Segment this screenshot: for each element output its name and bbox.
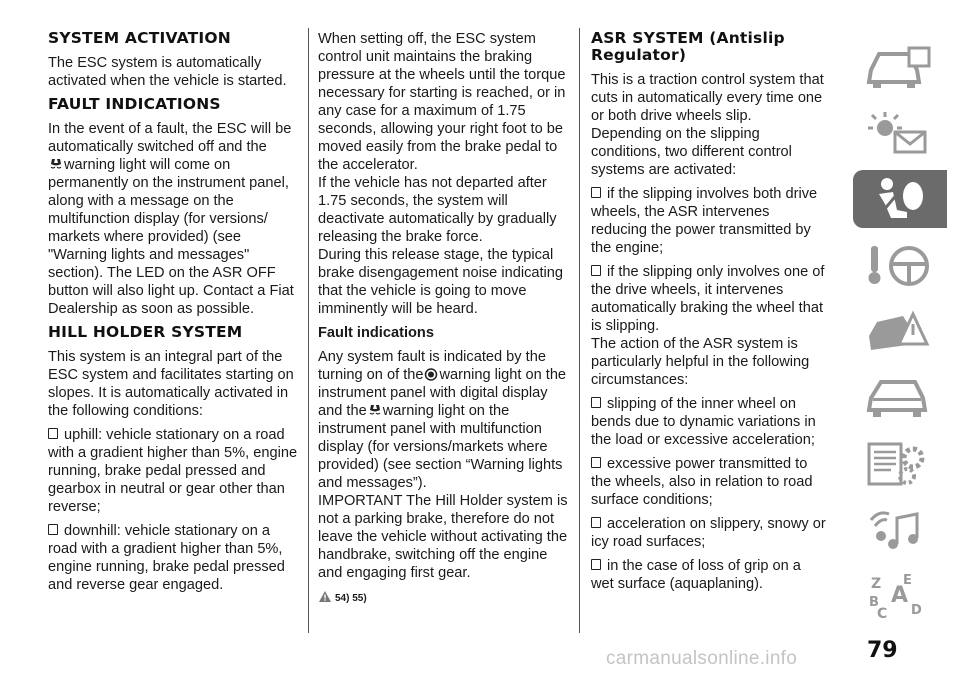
bullet-square-icon [48, 428, 58, 439]
warning-lights-icon [863, 108, 933, 158]
sidebar-tab-warning-lights[interactable] [853, 104, 947, 162]
paragraph-release: When setting off, the ESC system control unit maintains the braking pressure at the wheels until the torque necessary for starting is reached, or in any case for a maximum of 1.75 seconds, allowing your right foot to be moved easily from the brake pedal to the accelerator. [318, 31, 566, 173]
sidebar-tab-emergency[interactable] [853, 302, 947, 360]
bullet-square-icon [591, 517, 601, 528]
list-item [591, 455, 827, 509]
column-divider [308, 28, 309, 633]
paragraph-fault-indications [318, 348, 568, 492]
list-item [48, 522, 300, 594]
sidebar-tab-technical-data[interactable] [853, 434, 947, 492]
column-divider [579, 28, 580, 633]
bullet-square-icon [591, 457, 601, 468]
paragraph-depart: If the vehicle has not departed after 1.75 seconds, the system will deactivate automatically by gradually releasing the brake force. [318, 175, 557, 245]
heading-system-activation: SYSTEM ACTIVATION [48, 29, 231, 47]
list-item [591, 263, 827, 335]
list-item-text: acceleration on slippery, snowy or icy road surfaces; [591, 516, 826, 550]
list-item-text: excessive power transmitted to the wheels, also in relation to road surface conditions; [591, 456, 813, 508]
list-item-text: uphill: vehicle stationary on a road with a gradient higher than 5%, engine running, brake pedal pressed and gearbox in neutral or gear other than reverse; [48, 427, 298, 515]
paragraph-important: IMPORTANT The Hill Holder system is not a parking brake, therefore do not leave the vehicle without activating the handbrake, switching off the engine and engaging first gear. [318, 493, 568, 581]
esc-warning-icon [49, 158, 63, 171]
list-item [591, 185, 827, 257]
sidebar-tab-safety[interactable] [853, 170, 947, 228]
multimedia-icon [863, 504, 933, 554]
heading-fault-indications: FAULT INDICATIONS [48, 95, 221, 113]
sidebar-tab-starting-driving[interactable] [853, 236, 947, 294]
maintenance-icon [863, 372, 933, 422]
list-item [591, 395, 827, 449]
heading-fault-indications-sub: Fault indications [318, 325, 434, 341]
paragraph-noise: During this release stage, the typical brake disengagement noise indicating that the vehicle is going to move imminently will be heard. [318, 247, 564, 317]
list-item [591, 557, 827, 593]
column-middle [318, 30, 568, 608]
paragraph-action: The action of the ASR system is particularly helpful in the following circumstances: [591, 336, 810, 388]
sidebar-tab-maintenance[interactable] [853, 368, 947, 426]
paragraph-asr-intro: This is a traction control system that cuts in automatically every time one or both drive wheels slip. [591, 72, 824, 124]
sidebar-tab-dashboard[interactable] [853, 38, 947, 96]
bullet-square-icon [591, 187, 601, 198]
caution-triangle-icon [318, 590, 332, 603]
hill-holder-warning-icon [424, 368, 438, 381]
heading-hill-holder: HILL HOLDER SYSTEM [48, 323, 243, 341]
list-item [591, 515, 827, 551]
sidebar-tab-index[interactable] [853, 566, 947, 624]
bullet-square-icon [591, 559, 601, 570]
svg-text:A: A [891, 583, 909, 608]
technical-data-icon [863, 438, 933, 488]
index-icon [863, 570, 933, 620]
car-dashboard-icon [863, 42, 933, 92]
starting-driving-icon [863, 240, 933, 290]
list-item-text: if the slipping involves both drive wheels, the ASR intervenes reducing the power transmitted by the engine; [591, 186, 818, 256]
column-right [591, 28, 827, 599]
paragraph-activation: The ESC system is automatically activated when the vehicle is started. [48, 55, 287, 89]
emergency-icon [863, 306, 933, 356]
safety-airbag-icon [863, 174, 933, 224]
bullet-square-icon [591, 397, 601, 408]
column-left [48, 28, 300, 600]
paragraph-fault-a: Any system fault is indicated by the turning on of the [318, 349, 546, 383]
list-item-text: if the slipping only involves one of the drive wheels, it intervenes automatically braking the wheel that is slipping. [591, 264, 825, 334]
list-item-text: downhill: vehicle stationary on a road with a gradient higher than 5%, engine running, brake pedal pressed and reverse gear engaged. [48, 523, 285, 593]
paragraph-fault-start: In the event of a fault, the ESC will be automatically switched off and the [48, 121, 292, 155]
bullet-square-icon [591, 265, 601, 276]
paragraph-fault-b: warning light on the instrument panel with digital display and the [318, 367, 567, 419]
paragraph-fault [48, 120, 300, 318]
heading-asr-system: ASR SYSTEM (Antislip Regulator) [591, 29, 785, 64]
svg-text:B: B [869, 595, 879, 610]
list-item [48, 426, 300, 516]
bullet-square-icon [48, 524, 58, 535]
page-number: 79 [867, 638, 898, 663]
sidebar-tab-multimedia[interactable] [853, 500, 947, 558]
paragraph-hill: This system is an integral part of the ESC system and facilitates starting on slopes. It is automatically activated in the following conditions: [48, 349, 294, 419]
paragraph-fault-c: warning light on the instrument panel with multifunction display (for versions/markets where provided) (see section “Warning lights and messages”). [318, 403, 563, 491]
esc-warning-icon [368, 404, 382, 417]
svg-text:D: D [911, 603, 922, 618]
svg-text:C: C [877, 606, 888, 620]
paragraph-depending: Depending on the slipping conditions, two different control systems are activated: [591, 126, 792, 178]
paragraph-fault-end: warning light will come on permanently on the instrument panel, along with a message on the multifunction display (for versions/ markets where provided) (see "Warning lights and messages" section). The LED on the ASR OFF button will also light up. Contact a Fiat Dealership as soon as possible. [48, 157, 294, 317]
svg-text:Z: Z [871, 576, 882, 592]
watermark: carmanualsonline.info [606, 648, 798, 669]
list-item-text: slipping of the inner wheel on bends due to dynamic variations in the load or excessive acceleration; [591, 396, 816, 448]
warning-reference-text: 54) 55) [335, 593, 367, 604]
svg-text:E: E [903, 573, 912, 588]
warning-references [318, 590, 568, 608]
list-item-text: in the case of loss of grip on a wet surface (aquaplaning). [591, 558, 801, 592]
